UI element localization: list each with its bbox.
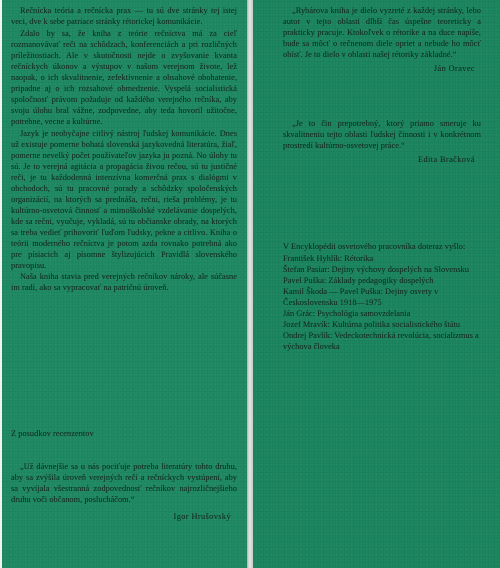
left-flap: [2, 0, 247, 568]
bibliography-item: František Hyhlík: Rétorika: [283, 254, 374, 264]
bibliography-item: Jozef Mravík: Kultúrna politika socialistického štátu: [283, 320, 461, 330]
review-quote-block: [11, 461, 237, 522]
bibliography-item: Pavel Puška: Základy pedagogiky dospelých: [283, 276, 434, 286]
body-paragraph-3: Naša kniha stavia pred verejných rečníkov nároky, ale súčasne im radí, ako sa vypracovať na patričnú úroveň.: [11, 272, 237, 293]
right-flap: [253, 0, 500, 568]
intro-paragraph: Rečnícka teória a rečnícka prax — tu sú dve stránky tej istej veci, dve k sebe patriace stránky rétorickej komunikácie.: [11, 6, 237, 27]
quote-brackova-author: Edita Bračková: [418, 155, 475, 165]
reviews-heading: Z posudkov recenzentov: [11, 429, 94, 438]
quote2-block: [283, 118, 481, 165]
bibliography-item: Kamil Škoda — Pavel Puška: Dejiny osvety v Československu 1918—1975: [283, 287, 439, 308]
quote-brackova: „Je to čin prepotrebný, ktorý priamo smeruje ku skvalitneniu tejto oblasti ľudskej činnosti i v konkrétnom prostredí kultúrno-osvetovej práce.“: [283, 119, 481, 151]
bibliography-item: Ondrej Pavlík: Vedeckotechnická revolúcia, socializmus a výchova človeka: [283, 331, 479, 352]
quote-oravec: „Rybárova kniha je dielo vyzreté z každej stránky, lebo autor v tejto oblasti dlhší čas úspešne teoreticky a prakticky pracuje. Ktokoľvek o rétorike a na duce napíše, bude sa môcť o rečnenom diele opriet a nebude ho môcť obísť. Je to dielo v oblasti našej rétoriky základné.“: [283, 6, 481, 60]
bibliography-heading: V Encyklopédii osvetového pracovníka doteraz vyšlo:: [283, 242, 466, 251]
body-paragraph-1: Zdalo by sa, že kniha z teórie rečníctva má za cieľ rozmanovávať reči na schôdzach, konferenciách a pri rozličných príležitostiach. Ale v skutočnosti nejde o zvyšovanie kvanta rečníckych úkonov a výstupov v našom verejnom živote, lež naopak, o ich skvalitnenie, zefektívnenie a obsahové obohatenie, pripadne aj o ich rozsahové obmedzenie. Vyspelá socialistická spoločnosť právom požaduje od každého verejného rečníka, aby svoju úlohu bral vážne, zodpovedne, aby teda hovoril užitočne, potrebne, vecne a kultúrne.: [11, 29, 237, 127]
review-quote-author: Igor Hrušovský: [173, 512, 231, 522]
quote1-block: [283, 5, 481, 74]
bibliography-block: [283, 241, 483, 352]
reviews-block: [11, 428, 237, 439]
left-text-block: [11, 5, 237, 293]
review-quote: „Už dávnejšie sa u nás pociťuje potreba literatúry tohto druhu, aby sa zvýšila úroveň verejných rečí a rečníckych vystúpení, aby sa vyvíjala všestranná zodpovednosť rečníkov najrozličnejšieho druhu voči občanom, poslucháčom.“: [11, 462, 237, 505]
quote-oravec-author: Ján Oravec: [433, 64, 475, 74]
bibliography-item: Štefan Pasiar: Dejiny výchovy dospelých na Slovensku: [283, 265, 470, 275]
bibliography-item: Ján Grác: Psychológia samovzdelania: [283, 309, 411, 319]
body-paragraph-2: Jazyk je neobyčajne citlivý nástroj ľudskej komunikácie. Dnes už existuje pomerne bohatá slovenská jazykovedná literatúra, žiaľ, pomerne nevelký počet používateľov jazyka ju pozná. No úlohy tu sú. Je to verejná agitácia a propagácia živou rečou, sú tu justičné reči, je tu každodenná intenzívna komerčná prax s dialógmi v obchodoch, sú tu pracovné porady a schôdzky spoločenských organizácií, na ktorých sa prednáša, rečni, rieša problémy, je tu kultúrno-osvetová činnosť a mimoškolské vzdelávanie dospelých, kde sa rečni, vyučuje, vykladá, sú tu občianske obrady, na ktorých sa treba vedieť prihovoriť ľuďom ľudsky, pekne a citlivo. Kniha o teórii moderného rečníctva je potom azda rovnako potrebná ako pre písiacich aj písomne štylizujúcich Pravidlá slovenského pravopisu.: [11, 128, 237, 271]
